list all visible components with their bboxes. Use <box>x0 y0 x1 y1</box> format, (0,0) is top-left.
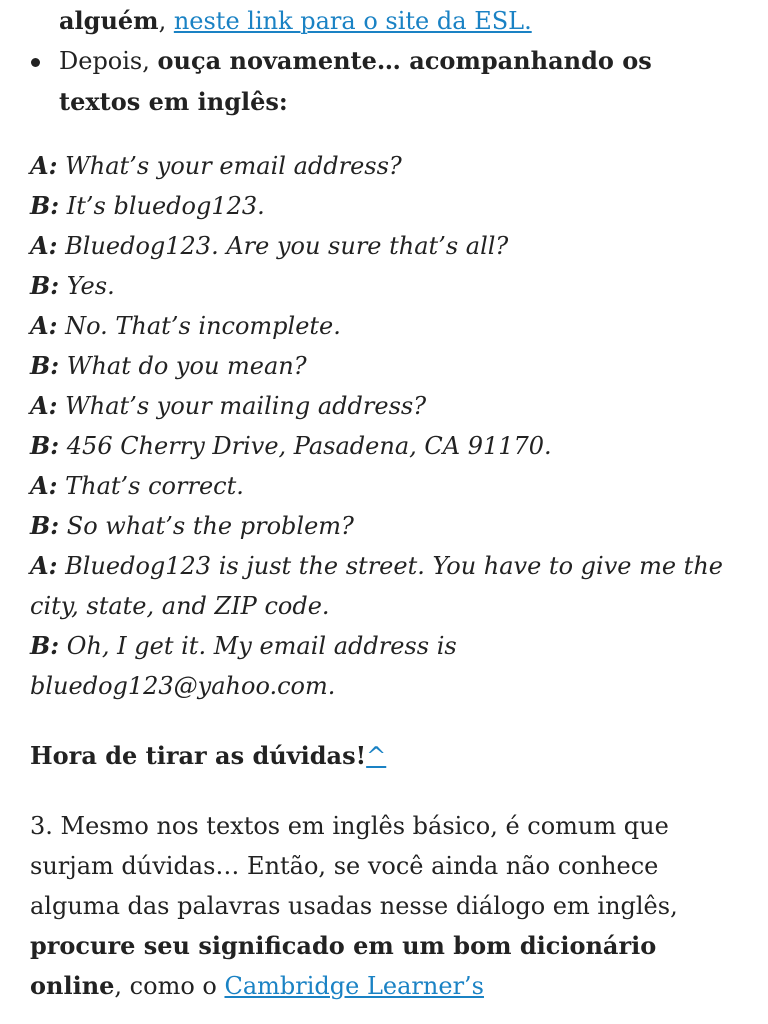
cambridge-dictionary-link[interactable]: Cambridge Learner’s <box>224 972 484 1000</box>
dialogue-speaker: A: <box>30 231 58 260</box>
dialogue-speaker: A: <box>30 471 58 500</box>
dialogue-speaker: A: <box>30 311 58 340</box>
instruction-list <box>0 0 768 122</box>
bullet-bold-start: alguém <box>59 5 159 35</box>
dialogue-text: What do you mean? <box>59 352 307 380</box>
paragraph-middle: , como o <box>114 972 225 1000</box>
dialogue-line <box>30 626 738 706</box>
dialogue-text: Bluedog123 is just the street. You have to give me the city, state, and ZIP code. <box>30 552 723 620</box>
dialogue-line <box>30 146 738 186</box>
dialogue-speaker: A: <box>30 151 58 180</box>
dialogue-line <box>30 266 738 306</box>
section-heading <box>30 736 738 776</box>
dialogue-speaker: B: <box>30 351 60 380</box>
dialogue-line <box>30 306 738 346</box>
esl-site-link[interactable]: neste link para o site da ESL. <box>173 6 532 35</box>
dialogue-line <box>30 226 738 266</box>
bullet-icon <box>31 58 40 67</box>
dialogue-line <box>30 386 738 426</box>
paragraph-intro: 3. Mesmo nos textos em inglês básico, é comum que surjam dúvidas… Então, se você ainda não conhece alguma das palavras usadas nesse diálogo em inglês, <box>30 812 678 920</box>
list-item <box>59 0 738 41</box>
dialogue-line <box>30 346 738 386</box>
dialogue-speaker: B: <box>30 511 60 540</box>
dialogue-line <box>30 186 738 226</box>
dialogue-text: It’s bluedog123. <box>59 192 265 220</box>
list-item <box>59 41 738 122</box>
dialogue-block <box>30 146 738 706</box>
dialogue-text: Oh, I get it. My email address is bluedog123@yahoo.com. <box>30 632 457 700</box>
paragraph-3 <box>30 806 738 1006</box>
dialogue-line <box>30 546 738 626</box>
bullet-separator: , <box>158 6 174 35</box>
dialogue-text: What’s your mailing address? <box>57 392 427 420</box>
dialogue-text: That’s correct. <box>57 472 244 500</box>
dialogue-text: Yes. <box>59 272 115 300</box>
dialogue-text: Bluedog123. Are you sure that’s all? <box>57 232 509 260</box>
dialogue-text: No. That’s incomplete. <box>57 312 341 340</box>
dialogue-speaker: B: <box>30 271 60 300</box>
section-heading-text: Hora de tirar as dúvidas! <box>30 741 367 770</box>
dialogue-line <box>30 466 738 506</box>
bullet-bold-text: ouça novamente… acompanhando os textos em inglês: <box>59 46 652 116</box>
dialogue-speaker: B: <box>30 431 60 460</box>
dialogue-speaker: B: <box>30 631 60 660</box>
dialogue-speaker: B: <box>30 191 60 220</box>
dialogue-speaker: A: <box>30 391 58 420</box>
dialogue-speaker: A: <box>30 551 58 580</box>
back-to-top-link[interactable]: ^ <box>366 742 387 770</box>
dialogue-text: What’s your email address? <box>57 152 402 180</box>
dialogue-text: 456 Cherry Drive, Pasadena, CA 91170. <box>59 432 552 460</box>
paragraph-bold: procure seu significado em um bom dicionário online <box>30 931 657 1000</box>
dialogue-line <box>30 506 738 546</box>
bullet-prefix: Depois, <box>59 47 158 75</box>
dialogue-text: So what’s the problem? <box>59 512 354 540</box>
dialogue-line <box>30 426 738 466</box>
